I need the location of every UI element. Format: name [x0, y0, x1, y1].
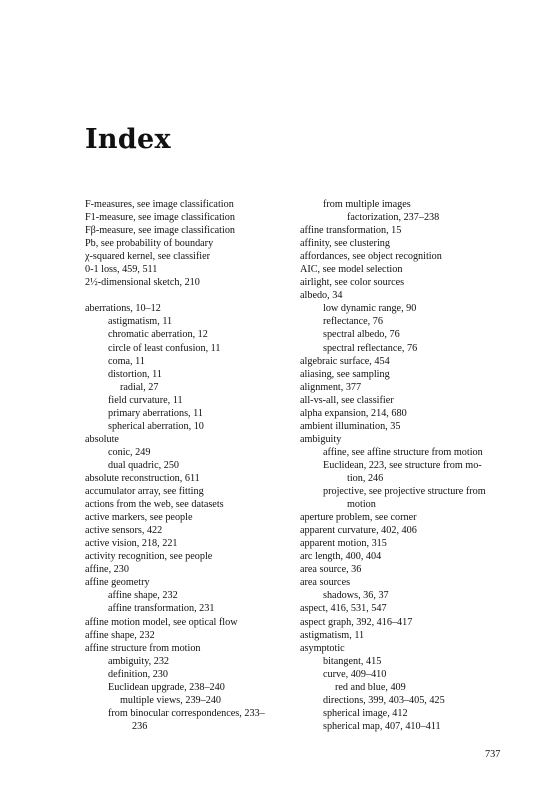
index-title: Index: [85, 124, 171, 155]
index-entry: active sensors, 422: [85, 525, 163, 537]
index-left-column: [85, 198, 290, 733]
index-subentry: astigmatism, 11: [108, 316, 173, 328]
index-subentry: spectral albedo, 76: [323, 329, 400, 341]
index-subentry: spectral reflectance, 76: [323, 342, 418, 354]
index-entry: accumulator array, see fitting: [85, 486, 204, 498]
index-entry: absolute reconstruction, 611: [85, 472, 200, 484]
index-subentry: definition, 230: [108, 668, 168, 680]
index-entry: aspect graph, 392, 416–417: [300, 616, 413, 628]
index-letter-gap: [85, 289, 290, 302]
index-entry: astigmatism, 11: [300, 629, 365, 641]
index-subentry: spherical image, 412: [323, 707, 408, 719]
index-entry: area sources: [300, 577, 351, 589]
index-entry: 0-1 loss, 459, 511: [85, 264, 158, 276]
index-subentry: shadows, 36, 37: [323, 590, 389, 602]
index-entry: alignment, 377: [300, 381, 362, 393]
index-entry: airlight, see color sources: [300, 277, 405, 289]
index-entry: affine transformation, 15: [300, 225, 402, 237]
index-subentry: chromatic aberration, 12: [108, 329, 208, 341]
index-subentry: multiple views, 239–240: [120, 694, 222, 706]
index-entry: ambiguity: [300, 433, 342, 445]
index-entry: AIC, see model selection: [300, 264, 403, 276]
index-entry: active markers, see people: [85, 512, 193, 524]
index-subentry: spherical aberration, 10: [108, 420, 204, 432]
index-subentry: primary aberrations, 11: [108, 407, 203, 419]
index-subentry: radial, 27: [120, 381, 159, 393]
index-entry: affine, 230: [85, 564, 129, 576]
index-subentry: Euclidean upgrade, 238–240: [108, 681, 225, 693]
index-entry: affine shape, 232: [85, 629, 155, 641]
index-entry: all-vs-all, see classifier: [300, 394, 394, 406]
index-entry: ambient illumination, 35: [300, 420, 401, 432]
index-subentry: low dynamic range, 90: [323, 303, 417, 315]
index-entry: affinity, see clustering: [300, 238, 390, 250]
index-subentry: from binocular correspondences, 233–: [108, 707, 265, 719]
index-subentry: coma, 11: [108, 355, 145, 367]
index-entry: apparent curvature, 402, 406: [300, 525, 417, 537]
index-entry: alpha expansion, 214, 680: [300, 407, 407, 419]
index-entry: albedo, 34: [300, 290, 343, 302]
index-subentry: circle of least confusion, 11: [108, 342, 221, 354]
index-entry: affine structure from motion: [85, 642, 201, 654]
index-entry: arc length, 400, 404: [300, 551, 382, 563]
index-subentry: dual quadric, 250: [108, 459, 180, 471]
index-entry: apparent motion, 315: [300, 538, 387, 550]
index-subentry: projective, see projective structure from: [323, 486, 486, 498]
index-subentry: from multiple images: [323, 199, 411, 210]
index-entry: Pb, see probability of boundary: [85, 238, 214, 250]
index-entry: aperture problem, see corner: [300, 512, 417, 524]
index-subentry: ambiguity, 232: [108, 655, 170, 667]
index-subentry: 236: [132, 720, 148, 732]
index-entry: F-measures, see image classification: [85, 199, 234, 210]
index-subentry: tion, 246: [347, 472, 384, 484]
index-subentry: bitangent, 415: [323, 655, 382, 667]
index-subentry: curve, 409–410: [323, 668, 387, 680]
index-entry: actions from the web, see datasets: [85, 499, 224, 511]
index-entry: χ-squared kernel, see classifier: [85, 251, 211, 263]
index-entry: activity recognition, see people: [85, 551, 213, 563]
index-subentry: red and blue, 409: [335, 681, 406, 693]
index-subentry: affine, see affine structure from motion: [323, 446, 483, 458]
index-subentry: affine shape, 232: [108, 590, 178, 602]
index-subentry: affine transformation, 231: [108, 603, 215, 615]
index-subentry: directions, 399, 403–405, 425: [323, 694, 445, 706]
index-entry: area source, 36: [300, 564, 362, 576]
index-subentry: Euclidean, 223, see structure from mo-: [323, 459, 482, 471]
index-entry: active vision, 218, 221: [85, 538, 178, 550]
index-subentry: factorization, 237–238: [347, 212, 440, 224]
index-subentry: spherical map, 407, 410–411: [323, 720, 441, 732]
index-entry: affordances, see object recognition: [300, 251, 442, 263]
index-subentry: motion: [347, 499, 376, 511]
index-entry: affine motion model, see optical flow: [85, 616, 238, 628]
page-number: 737: [485, 749, 501, 760]
index-entry: asymptotic: [300, 642, 345, 654]
index-entry: algebraic surface, 454: [300, 355, 390, 367]
index-entry: 2½-dimensional sketch, 210: [85, 277, 200, 289]
index-subentry: distortion, 11: [108, 368, 162, 380]
index-entry: aspect, 416, 531, 547: [300, 603, 387, 615]
index-entry: aliasing, see sampling: [300, 368, 390, 380]
index-entry: F1-measure, see image classification: [85, 212, 235, 224]
index-subentry: conic, 249: [108, 446, 151, 458]
index-entry: aberrations, 10–12: [85, 303, 161, 315]
index-entry: absolute: [85, 433, 119, 445]
index-right-column: [300, 198, 515, 733]
index-entry: affine geometry: [85, 577, 150, 589]
index-entry: Fβ-measure, see image classification: [85, 225, 236, 237]
index-subentry: field curvature, 11: [108, 394, 183, 406]
index-subentry: reflectance, 76: [323, 316, 383, 328]
